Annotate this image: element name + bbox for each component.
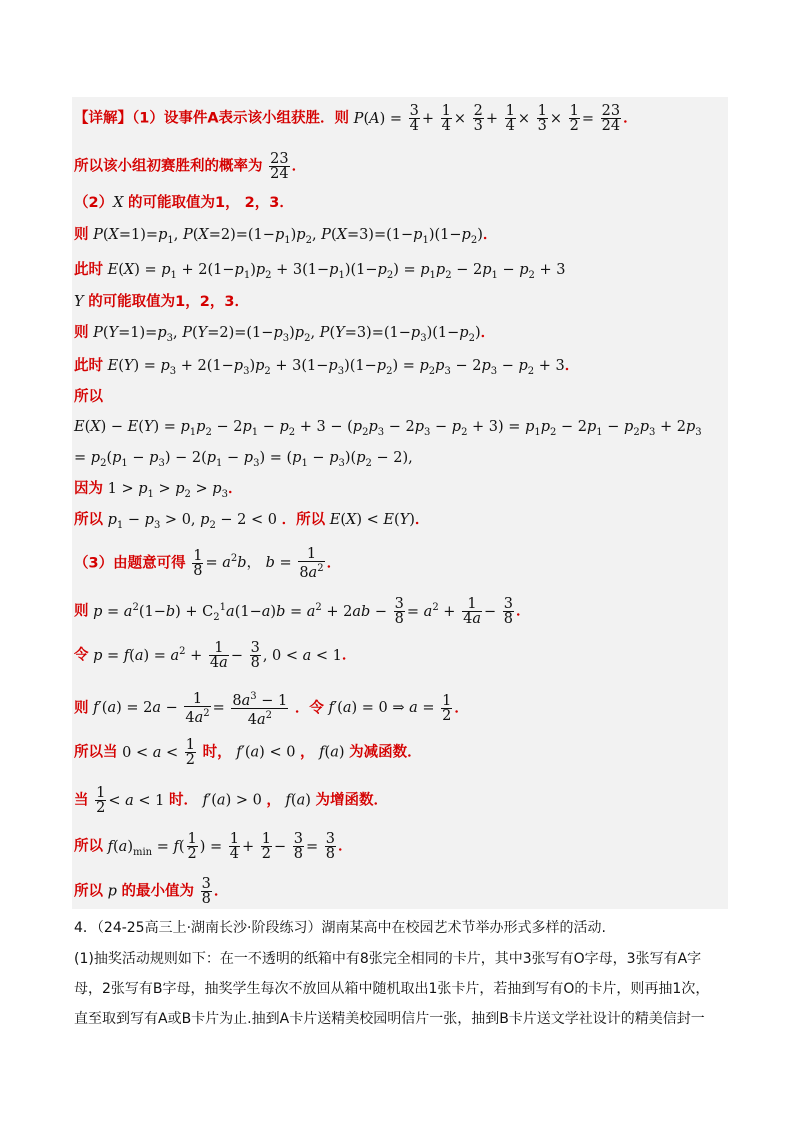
- math-expression: $E(X) - E(Y) = p_1p_2 - 2p_1 - p_2 + 3 - (p_2p_3 - 2p_3 - p_2 + 3) = p_1p_2 - 2p_1 - p_2p_3 + 2p_3$: [74, 419, 702, 438]
- solution-label: （2）: [74, 195, 114, 211]
- math-expression: $1 > p_1 > p_2 > p_3$: [107, 481, 228, 500]
- solution-line-5: [74, 260, 566, 286]
- solution-line-16: 令 $p = f(a) = a^2$ + $\frac{1}{4a}$ − $\frac{3}{8}$ , 0 < a < 1．: [74, 640, 357, 671]
- math-expression-2: $\frac{3}{8}$: [201, 876, 211, 907]
- solution-label: （3）由题意可得: [74, 555, 186, 572]
- solution-label: 此时: [74, 358, 103, 374]
- solution-line-3: [74, 193, 294, 213]
- solution-label-2: 的最小值为: [121, 883, 195, 900]
- math-expression: X: [113, 195, 124, 211]
- solution-line-1: 【详解】（1）设事件A表示该小组获胜．则 P(A) = $\frac{3}{4}$ + $\frac{1}{4}$ × $\frac{2}{3}$ + $\frac{1}{4}$ × $\frac{1}{3}$ × $\frac{1}{2}$ = $\frac{23}{24}$ ．: [74, 103, 638, 134]
- solution-label: 令: [74, 647, 89, 664]
- problem-header: 4．（24-25高三上·湖南长沙·阶段练习）湖南某高中在校园艺术节举办形式多样的活动.: [74, 920, 606, 936]
- math-expression-2: E(X) < E(Y): [329, 512, 415, 528]
- math-expression: $\frac{1}{8}$ = $a^2b$， b = $\frac{1}{8a^2}$: [193, 546, 324, 581]
- solution-label: 所以: [74, 389, 103, 405]
- solution-line-8: 此时 $E(Y) = p_3 + 2(1-p_3)p_2 + 3(1-p_3)(1-p_2) = p_2p_3 - 2p_3 - p_2 + 3$．: [74, 358, 580, 377]
- math-expression: $\frac{1}{2}$ < a < 1: [96, 785, 165, 816]
- math-expression: $P(Y=1)=p_3$, $P(Y=2)=(1-p_3)p_2$, $P(Y=3)=(1-p_3)(1-p_2)$: [93, 325, 481, 344]
- math-expression-2: f′(a) > 0: [202, 792, 262, 809]
- solution-label-3: ，: [266, 792, 281, 809]
- solution-line-6: [74, 292, 249, 312]
- solution-line-20: 所以 $f(a)_{min} = f$( $\frac{1}{2}$ ) = $\frac{1}{4}$ + $\frac{1}{2}$ − $\frac{3}{8}$ = $\frac{3}{8}$ ．: [74, 831, 353, 862]
- math-expression-2: f′(a) = 0 ⇒ a = $\frac{1}{2}$: [328, 692, 452, 724]
- solution-label: 所以该小组初赛胜利的概率为: [74, 158, 263, 175]
- solution-label-4: 为减函数．: [349, 744, 422, 761]
- math-expression: $f(a)_{min} = f$( $\frac{1}{2}$ ) = $\frac{1}{4}$ + $\frac{1}{2}$ − $\frac{3}{8}$ = $\frac{3}{8}$: [107, 831, 336, 862]
- math-expression: = $p_2(p_1 - p_3) - 2(p_1 - p_3) = (p_1 - p_3)(p_2 - 2)$,: [74, 450, 413, 469]
- solution-label: 则: [74, 700, 89, 717]
- solution-line-4: 则 $P(X=1)=p_1$, $P(X=2)=(1-p_1)p_2$, $P(X=3)=(1-p_1)(1-p_2)$．: [74, 227, 498, 246]
- solution-line-14: （3）由题意可得 $\frac{1}{8}$ = $a^2b$， b = $\frac{1}{8a^2}$ ．: [74, 546, 342, 581]
- solution-line-2: 所以该小组初赛胜利的概率为 $\frac{23}{24}$ ．: [74, 151, 307, 182]
- math-expression: $p = a^2(1-b) + C_2^1a(1-a)b = a^2 + 2ab$ − $\frac{3}{8}$ = $a^2$ + $\frac{1}{4a}$ − $\frac{3}{8}$: [93, 596, 513, 627]
- solution-label-2: 的可能取值为1，2，3．: [88, 294, 249, 310]
- math-expression: P(A) = $\frac{3}{4}$ + $\frac{1}{4}$ × $\frac{2}{3}$ + $\frac{1}{4}$ × $\frac{1}{3}$ × $\frac{1}{2}$ = $\frac{23}{24}$: [353, 103, 621, 134]
- solution-label: 当: [74, 792, 89, 809]
- math-expression: f′(a) = 2a − $\frac{1}{4a^2}$ = $\frac{8a^3 - 1}{4a^2}$: [93, 690, 288, 728]
- math-expression: 0 < a < $\frac{1}{2}$: [122, 737, 195, 768]
- math-expression: $E(X) = p_1 + 2(1-p_1)p_2 + 3(1-p_1)(1-p_2) = p_1p_2 - 2p_1 - p_2 + 3$: [107, 262, 566, 281]
- math-expression: $P(X=1)=p_1$, $P(X=2)=(1-p_1)p_2$, $P(X=3)=(1-p_1)(1-p_2)$: [93, 227, 483, 246]
- solution-label-2: ．所以: [281, 512, 326, 528]
- solution-line-18: [74, 738, 422, 767]
- problem-line-2: 母，2张写有B字母，抽奖学生每次不放回从箱中随机取出1张卡片，若抽到写有O的卡片，则再抽1次，: [74, 981, 710, 997]
- math-expression: $\frac{23}{24}$: [270, 151, 289, 182]
- math-expression: p: [107, 883, 117, 900]
- math-expression-2: f′(a) < 0: [236, 744, 296, 761]
- math-expression-3: f(a): [319, 744, 345, 761]
- problem-line-1: (1)抽奖活动规则如下：在一不透明的纸箱中有8张完全相同的卡片，其中3张写有O字母，3张写有A字: [74, 951, 702, 967]
- solution-line-11: [74, 448, 413, 474]
- solution-label: 所以: [74, 838, 103, 855]
- solution-line-13: 所以 $p_1 - p_3 > 0$, $p_2 - 2 < 0$ ．所以 E(X) < E(Y)．: [74, 512, 430, 531]
- solution-line-9: [74, 387, 103, 407]
- solution-line-17: 则 f′(a) = 2a − $\frac{1}{4a^2}$ = $\frac{8a^3 - 1}{4a^2}$ ．令 f′(a) = 0 ⇒ a = $\frac{1}{2}$ ．: [74, 690, 469, 728]
- solution-label-3: ，: [300, 744, 315, 761]
- solution-label-4: 为增函数．: [315, 792, 389, 809]
- solution-label-2: ．令: [294, 700, 324, 717]
- solution-label: 所以当: [74, 744, 118, 761]
- solution-label: 所以: [74, 512, 103, 528]
- solution-line-19: [74, 786, 388, 815]
- solution-label: 则: [74, 603, 89, 620]
- problem-line-3: 直至取到写有A或B卡片为止.抽到A卡片送精美校园明信片一张，抽到B卡片送文学社设计的精美信封一: [74, 1011, 705, 1027]
- solution-label-2: 时，: [202, 744, 232, 761]
- solution-label: 则: [74, 227, 89, 243]
- math-expression: $p_1 - p_3 > 0$, $p_2 - 2 < 0$: [107, 512, 277, 531]
- solution-line-15: 则 $p = a^2(1-b) + C_2^1a(1-a)b = a^2 + 2ab$ − $\frac{3}{8}$ = $a^2$ + $\frac{1}{4a}$ − $\frac{3}{8}$ ．: [74, 596, 531, 627]
- math-expression: $E(Y) = p_3 + 2(1-p_3)p_2 + 3(1-p_3)(1-p_2) = p_2p_3 - 2p_3 - p_2 + 3$: [107, 358, 565, 377]
- solution-label-2: 时．: [168, 792, 198, 809]
- solution-label-2: 的可能取值为1， 2，3．: [128, 195, 294, 211]
- solution-label: 则: [74, 325, 89, 341]
- solution-label: 此时: [74, 262, 103, 278]
- solution-line-7: 则 $P(Y=1)=p_3$, $P(Y=2)=(1-p_3)p_2$, $P(Y=3)=(1-p_3)(1-p_2)$．: [74, 325, 496, 344]
- math-expression: Y: [74, 294, 84, 310]
- math-expression-3: f(a): [285, 792, 311, 809]
- solution-line-10: [74, 417, 702, 443]
- solution-label: 所以: [74, 883, 103, 900]
- solution-line-12: 因为 $1 > p_1 > p_2 > p_3$．: [74, 481, 243, 500]
- solution-label: 因为: [74, 481, 103, 497]
- math-expression: $p = f(a) = a^2$ + $\frac{1}{4a}$ − $\frac{3}{8}$ , 0 < a < 1: [93, 640, 342, 671]
- solution-line-21: 所以 p 的最小值为 $\frac{3}{8}$ ．: [74, 876, 229, 907]
- solution-label: 【详解】（1）设事件A表示该小组获胜．则: [74, 110, 350, 127]
